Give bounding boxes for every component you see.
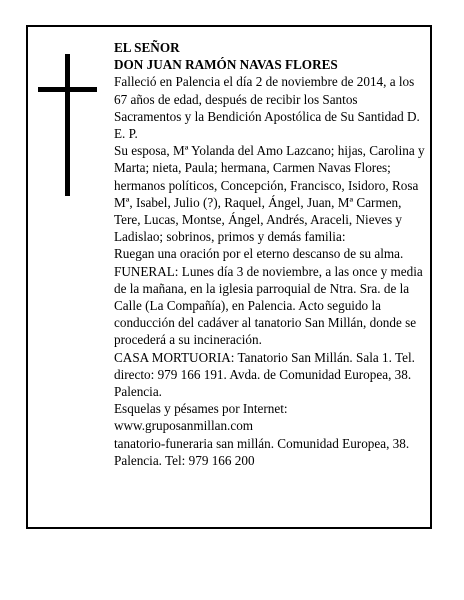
deceased-name: DON JUAN RAMÓN NAVAS FLORES (114, 57, 338, 73)
obituary-text (114, 39, 426, 469)
cross-icon-vertical (65, 54, 70, 196)
condolences-label: Esquelas y pésames por Internet: (114, 401, 288, 417)
family-list: Su esposa, Mª Yolanda del Amo Lazcano; hijas, Carolina y Marta; nieta, Paula; hermana, Carmen Navas Flores; hermanos políticos, Concepción, Francisco, Isidoro, Rosa Mª, Isabel, Julio (?), Raquel, Ángel, Juan, Mª Carmen, Tere, Lucas, Montse, Ángel, Andrés, Araceli, Nieves y Ladislao; sobrinos, primos y demás familia: (114, 143, 425, 245)
funeral-home-contact: tanatorio-funeraria san millán. Comunidad Europea, 38. Palencia. Tel: 979 166 200 (114, 435, 410, 468)
death-notice: Falleció en Palencia el día 2 de noviembre de 2014, a los 67 años de edad, después de recibir los Santos Sacramentos y la Bendición Apostólica de Su Santidad D. E. P. (114, 74, 420, 142)
cross-icon-horizontal (38, 87, 97, 92)
mortuary-info: CASA MORTUORIA: Tanatorio San Millán. Sala 1. Tel. directo: 979 166 191. Avda. de Comunidad Europea, 38. Palencia. (114, 349, 415, 400)
website-link[interactable]: www.gruposanmillan.com (114, 418, 254, 434)
funeral-info: FUNERAL: Lunes día 3 de noviembre, a las once y media de la mañana, en la iglesia parroquial de Ntra. Sra. de la Calle (La Compañía), en Palencia. Acto seguido la conducción del cadáver al tanatorio San Millán, donde se procederá a su incineración. (114, 263, 423, 348)
prayer-request: Ruegan una oración por el eterno descanso de su alma. (114, 246, 404, 262)
title-line-1: EL SEÑOR (114, 40, 180, 55)
